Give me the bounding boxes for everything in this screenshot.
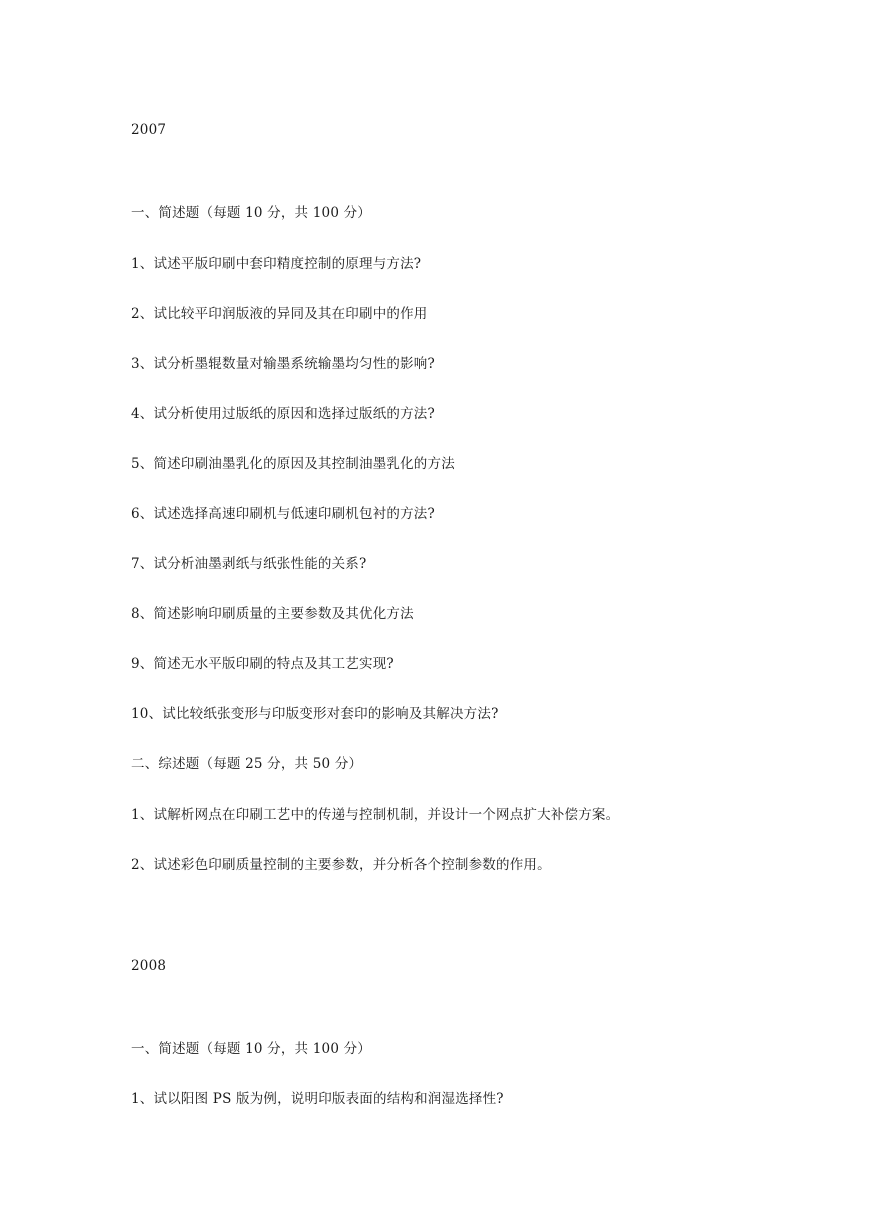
question-2007-1-8: 8、简述影响印刷质量的主要参数及其优化方法 [131, 606, 414, 622]
question-2007-1-5: 5、简述印刷油墨乳化的原因及其控制油墨乳化的方法 [131, 456, 455, 472]
question-2007-1-10: 10、试比较纸张变形与印版变形对套印的影响及其解决方法? [131, 706, 499, 722]
question-2007-1-4: 4、试分析使用过版纸的原因和选择过版纸的方法? [131, 406, 435, 422]
question-2007-1-3: 3、试分析墨辊数量对输墨系统输墨均匀性的影响? [131, 356, 435, 372]
year-heading-2007: 2007 [131, 122, 167, 138]
question-2007-2-1: 1、试解析网点在印刷工艺中的传递与控制机制，并设计一个网点扩大补偿方案。 [131, 807, 620, 823]
question-2007-1-1: 1、试述平版印刷中套印精度控制的原理与方法? [131, 256, 422, 272]
section-heading-essay-2007: 二、综述题（每题 25 分，共 50 分） [131, 756, 363, 772]
question-2007-1-7: 7、试分析油墨剥纸与纸张性能的关系? [131, 556, 367, 572]
question-2007-1-2: 2、试比较平印润版液的异同及其在印刷中的作用 [131, 306, 428, 322]
question-2007-1-6: 6、试述选择高速印刷机与低速印刷机包衬的方法? [131, 506, 435, 522]
question-2007-1-9: 9、简述无水平版印刷的特点及其工艺实现? [131, 656, 394, 672]
question-2007-2-2: 2、试述彩色印刷质量控制的主要参数，并分析各个控制参数的作用。 [131, 857, 551, 873]
question-2008-1-1: 1、试以阳图 PS 版为例，说明印版表面的结构和润湿选择性? [131, 1091, 504, 1107]
year-heading-2008: 2008 [131, 958, 167, 974]
section-heading-short-answer-2007: 一、简述题（每题 10 分，共 100 分） [131, 205, 372, 221]
section-heading-short-answer-2008: 一、简述题（每题 10 分，共 100 分） [131, 1041, 372, 1057]
